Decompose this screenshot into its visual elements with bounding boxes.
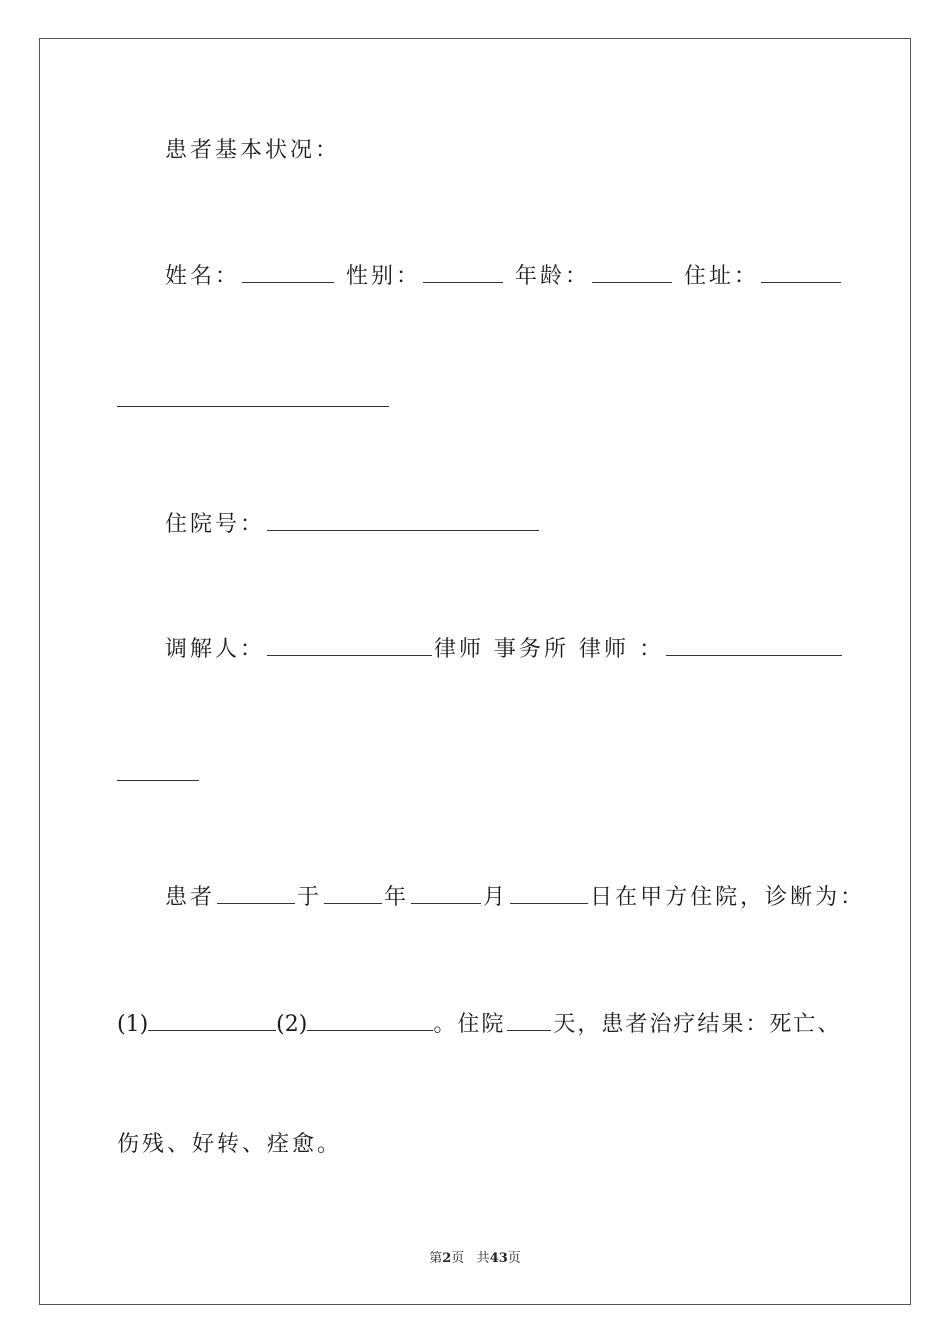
on-text: 于 bbox=[297, 885, 323, 910]
admission-number-label: 住院号： bbox=[165, 512, 266, 537]
name-label: 姓名： bbox=[165, 264, 241, 289]
lawyer-text: 律师 bbox=[434, 637, 485, 662]
firm-text: 事务所 bbox=[494, 637, 570, 662]
address-field[interactable] bbox=[761, 260, 841, 283]
gender-field[interactable] bbox=[423, 260, 503, 283]
stay-days-field[interactable] bbox=[507, 1008, 551, 1031]
age-label: 年龄： bbox=[515, 264, 591, 289]
patient-text: 患者 bbox=[165, 885, 216, 910]
month-field[interactable] bbox=[411, 881, 481, 904]
outcomes-text: 伤残、好转、痊愈。 bbox=[117, 1132, 343, 1157]
address-field-continued[interactable] bbox=[117, 406, 389, 407]
outcomes-row bbox=[117, 1130, 342, 1160]
mediator-row bbox=[165, 633, 844, 665]
page-prefix: 第 bbox=[429, 1251, 443, 1266]
lawyer-name-field[interactable] bbox=[666, 633, 842, 656]
diagnosis-2-field[interactable] bbox=[307, 1008, 433, 1031]
month-text: 月 bbox=[483, 885, 509, 910]
gender-label: 性别： bbox=[346, 264, 422, 289]
total-prefix: 共 bbox=[476, 1251, 490, 1266]
days-text: 天，患者治疗结果：死亡、 bbox=[553, 1012, 842, 1037]
lawyer-name-field-continued[interactable] bbox=[117, 780, 199, 781]
patient-name-field[interactable] bbox=[217, 881, 295, 904]
diagnosis-1-field[interactable] bbox=[148, 1008, 276, 1031]
admission-number-row bbox=[165, 508, 541, 540]
diagnosis-row-1 bbox=[165, 881, 865, 913]
page-number: 2 bbox=[442, 1251, 452, 1266]
age-field[interactable] bbox=[592, 260, 672, 283]
day-text: 日在甲方住院，诊断为： bbox=[590, 885, 866, 910]
diagnosis-row-2 bbox=[117, 1008, 841, 1040]
name-field[interactable] bbox=[242, 260, 334, 283]
heading-text: 患者基本状况： bbox=[165, 138, 341, 163]
page-suffix: 页 bbox=[451, 1251, 465, 1266]
lawyer2-text: 律师 bbox=[579, 637, 630, 662]
total-suffix: 页 bbox=[507, 1251, 521, 1266]
total-pages: 43 bbox=[489, 1251, 508, 1266]
patient-info-heading bbox=[165, 136, 340, 166]
patient-basic-row bbox=[165, 260, 843, 292]
item2-label: (2) bbox=[276, 1012, 308, 1037]
year-text: 年 bbox=[384, 885, 410, 910]
year-field[interactable] bbox=[324, 881, 382, 904]
address-label: 住址： bbox=[684, 264, 760, 289]
page-border bbox=[39, 38, 911, 1305]
mediator-label: 调解人： bbox=[165, 637, 266, 662]
lawyer-colon: ： bbox=[639, 637, 665, 662]
stay-text: 。住院 bbox=[433, 1012, 506, 1037]
admission-number-field[interactable] bbox=[267, 508, 539, 531]
page-footer bbox=[0, 1247, 950, 1266]
item1-label: (1) bbox=[117, 1012, 149, 1037]
day-field[interactable] bbox=[510, 881, 588, 904]
mediator-field[interactable] bbox=[267, 633, 432, 656]
